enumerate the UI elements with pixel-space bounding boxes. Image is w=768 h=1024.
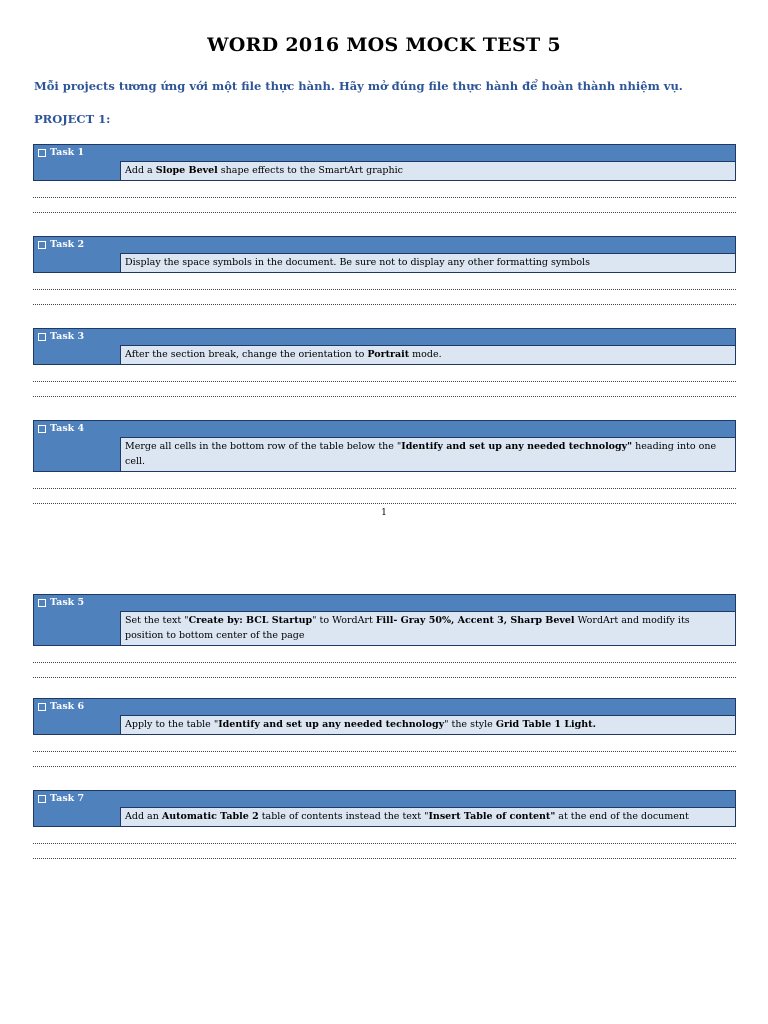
document-title: WORD 2016 MOS MOCK TEST 5 bbox=[207, 34, 561, 56]
task-header bbox=[34, 145, 735, 161]
task-description: Apply to the table "Identify and set up any needed technology" the style Grid Table 1 Light. bbox=[120, 715, 735, 734]
task-header bbox=[34, 699, 735, 715]
task-label: Task 6 bbox=[50, 701, 85, 712]
task-description: Set the text "Create by: BCL Startup" to WordArt Fill- Gray 50%, Accent 3, Sharp Bevel WordArt and modify its position to bottom center of the page bbox=[120, 611, 735, 645]
task-table bbox=[33, 144, 736, 181]
checkbox-icon bbox=[38, 599, 46, 607]
task-table bbox=[33, 790, 736, 827]
answer-line bbox=[33, 212, 736, 214]
task-table bbox=[33, 594, 736, 646]
task-side-cell bbox=[34, 807, 120, 826]
task-block bbox=[33, 420, 736, 505]
checkbox-icon bbox=[38, 333, 46, 341]
task-table bbox=[33, 420, 736, 472]
task-description: Display the space symbols in the document. Be sure not to display any other formatting symbols bbox=[120, 253, 735, 272]
checkbox-icon bbox=[38, 149, 46, 157]
task-side-cell bbox=[34, 345, 120, 364]
answer-line bbox=[33, 766, 736, 768]
task-block bbox=[33, 236, 736, 306]
task-table bbox=[33, 328, 736, 365]
task-label: Task 2 bbox=[50, 239, 85, 250]
task-description: Add a Slope Bevel shape effects to the SmartArt graphic bbox=[120, 161, 735, 180]
task-block bbox=[33, 144, 736, 214]
task-header bbox=[34, 329, 735, 345]
task-header bbox=[34, 595, 735, 611]
project-heading: PROJECT 1: bbox=[34, 112, 111, 126]
checkbox-icon bbox=[38, 241, 46, 249]
task-block bbox=[33, 328, 736, 398]
checkbox-icon bbox=[38, 703, 46, 711]
answer-line bbox=[33, 677, 736, 679]
task-table bbox=[33, 698, 736, 735]
task-side-cell bbox=[34, 253, 120, 272]
intro-text: Mỗi projects tương ứng với một file thực hành. Hãy mở đúng file thực hành để hoàn thành nhiệm vụ. bbox=[34, 79, 683, 93]
task-header bbox=[34, 791, 735, 807]
task-side-cell bbox=[34, 437, 120, 471]
task-label: Task 3 bbox=[50, 331, 85, 342]
task-header bbox=[34, 237, 735, 253]
task-description: After the section break, change the orientation to Portrait mode. bbox=[120, 345, 735, 364]
task-block bbox=[33, 698, 736, 768]
task-label: Task 1 bbox=[50, 147, 85, 158]
task-table bbox=[33, 236, 736, 273]
task-label: Task 7 bbox=[50, 793, 85, 804]
answer-line bbox=[33, 858, 736, 860]
task-side-cell bbox=[34, 161, 120, 180]
task-side-cell bbox=[34, 611, 120, 645]
task-header bbox=[34, 421, 735, 437]
page-number: 1 bbox=[381, 508, 387, 518]
task-description: Add an Automatic Table 2 table of contents instead the text "Insert Table of content" at the end of the document bbox=[120, 807, 735, 826]
answer-line bbox=[33, 304, 736, 306]
task-description: Merge all cells in the bottom row of the table below the "Identify and set up any needed technology" heading into one cell. bbox=[120, 437, 735, 471]
task-label: Task 5 bbox=[50, 597, 85, 608]
task-block bbox=[33, 594, 736, 679]
task-side-cell bbox=[34, 715, 120, 734]
answer-line bbox=[33, 503, 736, 505]
task-label: Task 4 bbox=[50, 423, 85, 434]
task-block bbox=[33, 790, 736, 860]
checkbox-icon bbox=[38, 795, 46, 803]
answer-line bbox=[33, 396, 736, 398]
checkbox-icon bbox=[38, 425, 46, 433]
